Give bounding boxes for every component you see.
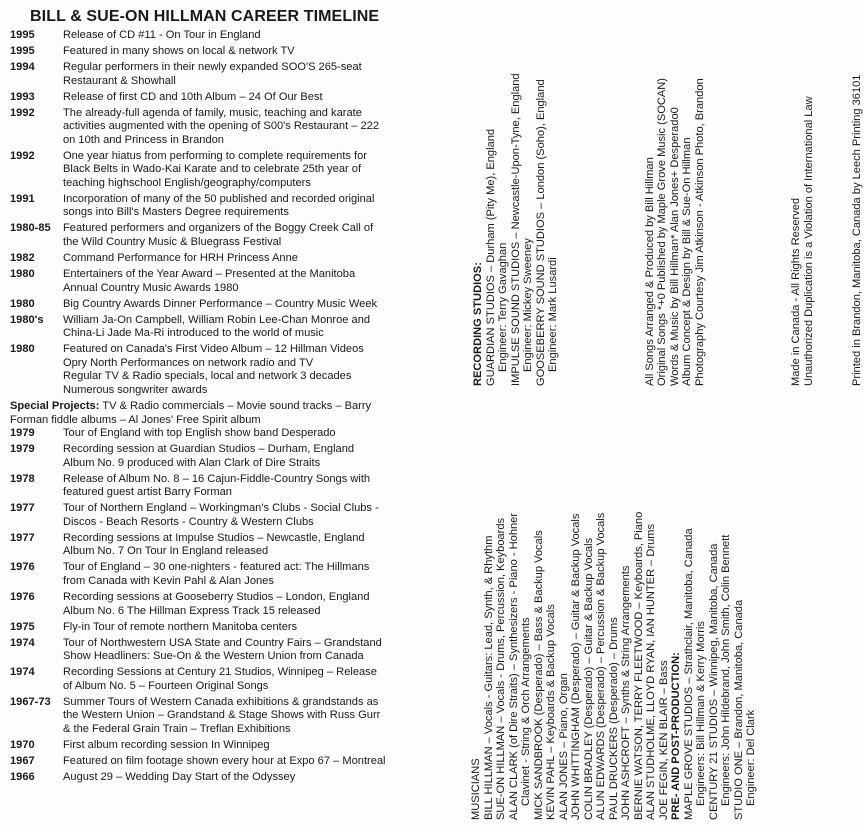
- timeline-entry: [10, 621, 450, 635]
- career-timeline: [10, 8, 450, 784]
- timeline-description: [63, 532, 450, 559]
- timeline-description: [63, 427, 450, 441]
- timeline-text-line: Black Belts in Wado-Kai Karate and to celebrate 25th year of: [63, 163, 362, 176]
- musician-line: ALAN CLARK (of Dire Straits) – Synthesizers - Piano - Hohner: [507, 512, 520, 820]
- timeline-entry: [10, 91, 450, 105]
- timeline-entry: [10, 666, 450, 693]
- timeline-title: BILL & SUE-ON HILLMAN CAREER TIMELINE: [30, 8, 380, 25]
- timeline-year: 1970: [10, 738, 35, 751]
- timeline-text-line: Album No. 6 The Hillman Express Track 15 released: [63, 604, 321, 617]
- timeline-year: 1979: [10, 443, 35, 456]
- timeline-entry: [10, 61, 450, 88]
- timeline-description: [63, 771, 450, 785]
- timeline-text-line: China-Li Jade Ma-Ri introduced to the world of music: [63, 327, 324, 340]
- timeline-year: 1994: [10, 60, 35, 73]
- timeline-text-line: Command Performance for HRH Princess Anne: [63, 252, 298, 265]
- credit-line: Words & Music by Bill Hillman* Alan Jones+ Desperado0: [668, 107, 681, 386]
- timeline-entry: [10, 268, 450, 295]
- production-credits: [644, 73, 707, 386]
- special-projects-text: TV & Radio commercials – Movie sound tracks – Barry: [99, 399, 372, 412]
- musicians-block: [470, 512, 758, 820]
- timeline-description: [63, 502, 450, 529]
- studio-credits-block: [472, 73, 864, 386]
- timeline-text-line: & the Federal Grain Train – Treflan Exhibitions: [63, 722, 291, 735]
- timeline-text-line: Recording session at Guardian Studios – Durham, England: [63, 443, 355, 456]
- musician-line: ALUN EDWARDS (Desperado) – Percussion & Backup Vocals: [595, 512, 607, 820]
- production-heading: PRE- AND POST-PRODUCTION:: [670, 652, 682, 820]
- timeline-description: [63, 107, 450, 148]
- timeline-description: [63, 193, 450, 220]
- timeline-description: [63, 666, 450, 693]
- timeline-description: [63, 739, 450, 753]
- timeline-entry: [10, 755, 450, 769]
- timeline-text-line: Album No. 7 On Tour In England released: [63, 545, 269, 558]
- timeline-entry: [10, 193, 450, 220]
- timeline-text-line: activities augmented with the opening of S00's Restaurant – 222: [63, 120, 380, 133]
- timeline-text-line: Recording sessions at Impulse Studios – Newcastle, England: [63, 531, 365, 544]
- timeline-description: [63, 696, 450, 737]
- timeline-description: [63, 61, 450, 88]
- timeline-description: [63, 621, 450, 635]
- timeline-text-line: First album recording session In Winnipeg: [63, 738, 270, 751]
- timeline-entry: [10, 502, 450, 529]
- timeline-description: [63, 591, 450, 618]
- timeline-list: [10, 427, 450, 784]
- musician-line: JOE FEGIN, KEN BLAIR – Bass: [657, 660, 670, 820]
- timeline-text-line: Release of Album No. 8 – 16 Cajun-Fiddle-Country Songs with: [63, 472, 371, 485]
- timeline-year: 1995: [10, 29, 35, 41]
- timeline-text-line: of Album No. 5 – Fourteen Original Songs: [63, 679, 269, 692]
- special-projects-label: Special Projects:: [10, 399, 100, 412]
- timeline-text-line: on 10th and Princess in Brandon: [63, 133, 224, 146]
- timeline-year: 1995: [10, 44, 35, 57]
- timeline-text-line: the Wild Country Music & Bluegrass Festival: [63, 236, 282, 249]
- production-line: CENTURY 21 STUDIOS – Winnipeg, Manitoba, Canada: [707, 543, 720, 820]
- timeline-text-line: One year hiatus from performing to complete requirements for: [63, 149, 367, 162]
- timeline-entry: [10, 473, 450, 500]
- timeline-text-line: Recording Sessions at Century 21 Studios, Winnipeg – Release: [63, 666, 377, 679]
- timeline-entry: [10, 107, 450, 148]
- musician-line: JOHN ASHCROFT – Synths & String Arrangements: [620, 565, 632, 820]
- timeline-description: [63, 150, 450, 191]
- timeline-text-line: songs into Bill's Masters Degree requirements: [63, 206, 289, 219]
- timeline-text-line: Annual Country Music Awards 1980: [63, 281, 239, 294]
- timeline-description: [63, 268, 450, 295]
- timeline-entry: [10, 222, 450, 249]
- credit-line: Original Songs *+0 Published by Maple Grove Music (SOCAN): [656, 78, 668, 386]
- timeline-description: [63, 45, 450, 59]
- musician-line: BERNIE WATSON, TERRY FLEETWOOD – Keyboards, Piano: [632, 511, 645, 820]
- studio-line: Engineer: Mark Lusardi: [547, 257, 559, 372]
- timeline-year: 1974: [10, 666, 35, 679]
- musician-line: JOHN WHITTINGHAM (Desperado) – Guitar & Backup Vocals: [570, 513, 582, 820]
- timeline-text-line: Discos - Beach Resorts - Country & Western Clubs: [63, 515, 314, 528]
- timeline-text-line: Featured performers and organizers of the Boggy Creek Call of: [63, 222, 374, 235]
- production-list: [683, 512, 758, 820]
- timeline-entry: [10, 532, 450, 559]
- timeline-text-line: Entertainers of the Year Award – Presented at the Manitoba: [63, 268, 356, 281]
- production-line: Engineers: John Hildebrand, John Smith, Colin Bennett: [720, 534, 732, 806]
- studio-line: Engineer: Terry Gavaghan: [497, 242, 509, 372]
- special-projects-text: Forman fiddle albums – Al Jones' Free Spirit album: [10, 413, 261, 426]
- timeline-year: 1967: [10, 754, 35, 767]
- timeline-entry: [10, 314, 450, 341]
- timeline-text-line: Album No. 9 produced with Alan Clark of Dire Straits: [63, 456, 321, 469]
- timeline-year: 1980: [10, 268, 35, 281]
- timeline-text-line: Tour of Northern England – Workingman's Clubs - Social Clubs -: [63, 502, 379, 515]
- timeline-year: 1980's: [10, 313, 44, 326]
- legal-line: Made in Canada - All Rights Reserved: [790, 197, 802, 386]
- recording-studios-heading: RECORDING STUDIOS:: [472, 262, 484, 386]
- timeline-year: 1992: [10, 149, 35, 162]
- printing-credit: Printed in Brandon, Manitoba, Canada by Leech Printing 36101: [851, 74, 863, 386]
- timeline-entry: [10, 443, 450, 470]
- timeline-text-line: Fly-in Tour of remote northern Manitoba centers: [63, 620, 298, 633]
- recording-studios-list: [485, 73, 560, 386]
- timeline-entry: [10, 561, 450, 588]
- timeline-text-line: the Western Union – Grandstand & Stage Shows with Russ Gurr: [63, 709, 381, 722]
- timeline-description: [63, 314, 450, 341]
- timeline-text-line: Release of first CD and 10th Album – 24 Of Our Best: [63, 90, 323, 103]
- timeline-year: 1967-73: [10, 695, 51, 708]
- timeline-year: 1991: [10, 192, 35, 205]
- timeline-entry: [10, 252, 450, 266]
- musician-line: Clavinet - String & Orch Arrangements: [520, 617, 532, 806]
- timeline-description: [63, 561, 450, 588]
- timeline-year: 1980-85: [10, 222, 51, 235]
- timeline-text-line: Tour of England with top English show band Desperado: [63, 427, 336, 440]
- timeline-text-line: Featured on Canada's First Video Album – 12 Hillman Videos: [63, 343, 364, 356]
- timeline-year: 1992: [10, 106, 35, 119]
- timeline-description: [63, 473, 450, 500]
- timeline-year: 1980: [10, 297, 35, 310]
- timeline-text-line: Big Country Awards Dinner Performance – Country Music Week: [63, 297, 378, 310]
- musician-line: KEVIN PAHL – Keyboards & Backup Vocals: [545, 604, 557, 820]
- timeline-description: [63, 222, 450, 249]
- timeline-description: [63, 637, 450, 664]
- timeline-text-line: Tour of England – 30 one-nighters - featured act: The Hillmans: [63, 561, 370, 574]
- timeline-text-line: Tour of Northwestern USA State and Country Fairs – Grandstand: [63, 636, 382, 649]
- timeline-entry: [10, 29, 450, 43]
- timeline-text-line: from Canada with Kevin Pahl & Alan Jones: [63, 575, 274, 587]
- timeline-description: [63, 755, 450, 769]
- timeline-text-line: featured guest artist Barry Forman: [63, 486, 232, 499]
- timeline-year: 1980: [10, 343, 35, 356]
- timeline-entry: [10, 637, 450, 664]
- timeline-text-line: teaching highschool English/geography/computers: [63, 176, 311, 189]
- timeline-list: [10, 29, 450, 398]
- legal-line: Unauthorized Duplication is a Violation of International Law: [802, 96, 815, 386]
- timeline-text-line: Featured in many shows on local & network TV: [63, 44, 295, 57]
- timeline-description: [63, 443, 450, 470]
- musician-line: ALAN STUDHOLME, LLOYD RYAN, IAN HUNTER – Drums: [645, 523, 657, 820]
- production-line: Engineers: Bill Hillman & Kerry Morris: [695, 621, 707, 806]
- timeline-text-line: Regular TV & Radio specials, local and network 3 decades: [63, 370, 352, 383]
- timeline-description: [63, 91, 450, 105]
- credit-line: Photography Courtesy Jim Atkinson - Atkinson Photo, Brandon: [693, 78, 706, 386]
- musicians-list: [483, 512, 671, 820]
- timeline-text-line: Numerous songwriter awards: [63, 383, 208, 396]
- timeline-text-line: Incorporation of many of the 50 published and recorded original: [63, 192, 375, 205]
- timeline-description: [63, 252, 450, 266]
- studio-line: GOOSEBERRY SOUND STUDIOS – London (Soho), England: [534, 79, 547, 386]
- timeline-text-line: Summer Tours of Western Canada exhibitions & grandstands as: [63, 695, 379, 708]
- timeline-year: 1977: [10, 531, 35, 544]
- credit-line: All Songs Arranged & Produced by Bill Hillman: [643, 157, 656, 386]
- timeline-text-line: Regular performers in their newly expanded SOO'S 265-seat: [63, 60, 362, 73]
- timeline-text-line: Restaurant & Showhall: [63, 74, 176, 87]
- timeline-text-line: Recording sessions at Gooseberry Studios – London, England: [63, 590, 370, 603]
- musician-line: MICK SANDBROOK (Desperado) – Bass & Backup Vocals: [532, 530, 545, 820]
- studio-line: IMPULSE SOUND STUDIOS – Newcastle-Upon-Tyne, England: [509, 73, 522, 386]
- timeline-description: [63, 343, 450, 397]
- musician-line: COLIN BRADLEY (Desperado) – Guitar & Backup Vocals: [582, 537, 595, 820]
- timeline-text-line: August 29 – Wedding Day Start of the Odyssey: [63, 770, 296, 783]
- timeline-entry: [10, 427, 450, 441]
- legal-notice: [790, 73, 815, 386]
- musician-line: BILL HILLMAN – Vocals - Guitars: Lead, Synth, & Rhythm: [482, 535, 495, 820]
- timeline-description: [63, 29, 450, 43]
- musician-line: SUE-ON HILLMAN – Vocals - Drums, Percussion, Keyboards: [495, 517, 507, 820]
- timeline-year: 1993: [10, 90, 35, 103]
- timeline-year: 1976: [10, 561, 35, 574]
- timeline-year: 1982: [10, 252, 35, 265]
- timeline-entry: [10, 298, 450, 312]
- timeline-year: 1976: [10, 590, 35, 603]
- credit-line: Album Concept & Design by Bill & Sue-On Hillman: [681, 137, 693, 386]
- production-line: Engineer: Del Clark: [745, 709, 757, 806]
- timeline-entry: [10, 150, 450, 191]
- timeline-text-line: Release of CD #11 - On Tour in England: [63, 29, 261, 41]
- timeline-description: [63, 298, 450, 312]
- timeline-text-line: The already-full agenda of family, music, teaching and karate: [63, 106, 362, 119]
- musician-line: PAUL DRUCKERS (Desperado) – Drums: [607, 617, 620, 820]
- studio-line: GUARDIAN STUDIOS – Durham (Pity Me), England: [484, 128, 497, 386]
- studio-line: Engineer: Mickey Sweeney: [522, 238, 534, 372]
- timeline-entry: [10, 45, 450, 59]
- special-projects: [10, 400, 450, 427]
- timeline-entry: [10, 696, 450, 737]
- timeline-year: 1974: [10, 636, 35, 649]
- timeline-entry: [10, 343, 450, 397]
- production-line: MAPLE GROVE STUDIOS – Strathclair, Manitoba, Canada: [682, 528, 695, 820]
- timeline-entry: [10, 591, 450, 618]
- timeline-year: 1977: [10, 502, 35, 515]
- timeline-entry: [10, 771, 450, 785]
- timeline-text-line: Show Headliners: Sue-On & the Western Union from Canada: [63, 650, 364, 663]
- timeline-year: 1975: [10, 620, 35, 633]
- production-line: STUDIO ONE – Brandon, Manitoba, Canada: [732, 599, 745, 820]
- timeline-year: 1978: [10, 472, 35, 485]
- musician-line: ALAN JONES – Piano, Organ: [557, 673, 570, 820]
- timeline-text-line: William Ja-On Campbell, William Robin Lee-Chan Monroe and: [63, 313, 371, 326]
- musicians-heading: MUSICIANS: [470, 758, 482, 820]
- timeline-text-line: Opry North Performances on network radio and TV: [63, 356, 314, 369]
- timeline-text-line: Featured on film footage shown every hour at Expo 67 – Montreal: [63, 754, 386, 767]
- timeline-entry: [10, 739, 450, 753]
- timeline-year: 1966: [10, 770, 35, 783]
- timeline-year: 1979: [10, 427, 35, 440]
